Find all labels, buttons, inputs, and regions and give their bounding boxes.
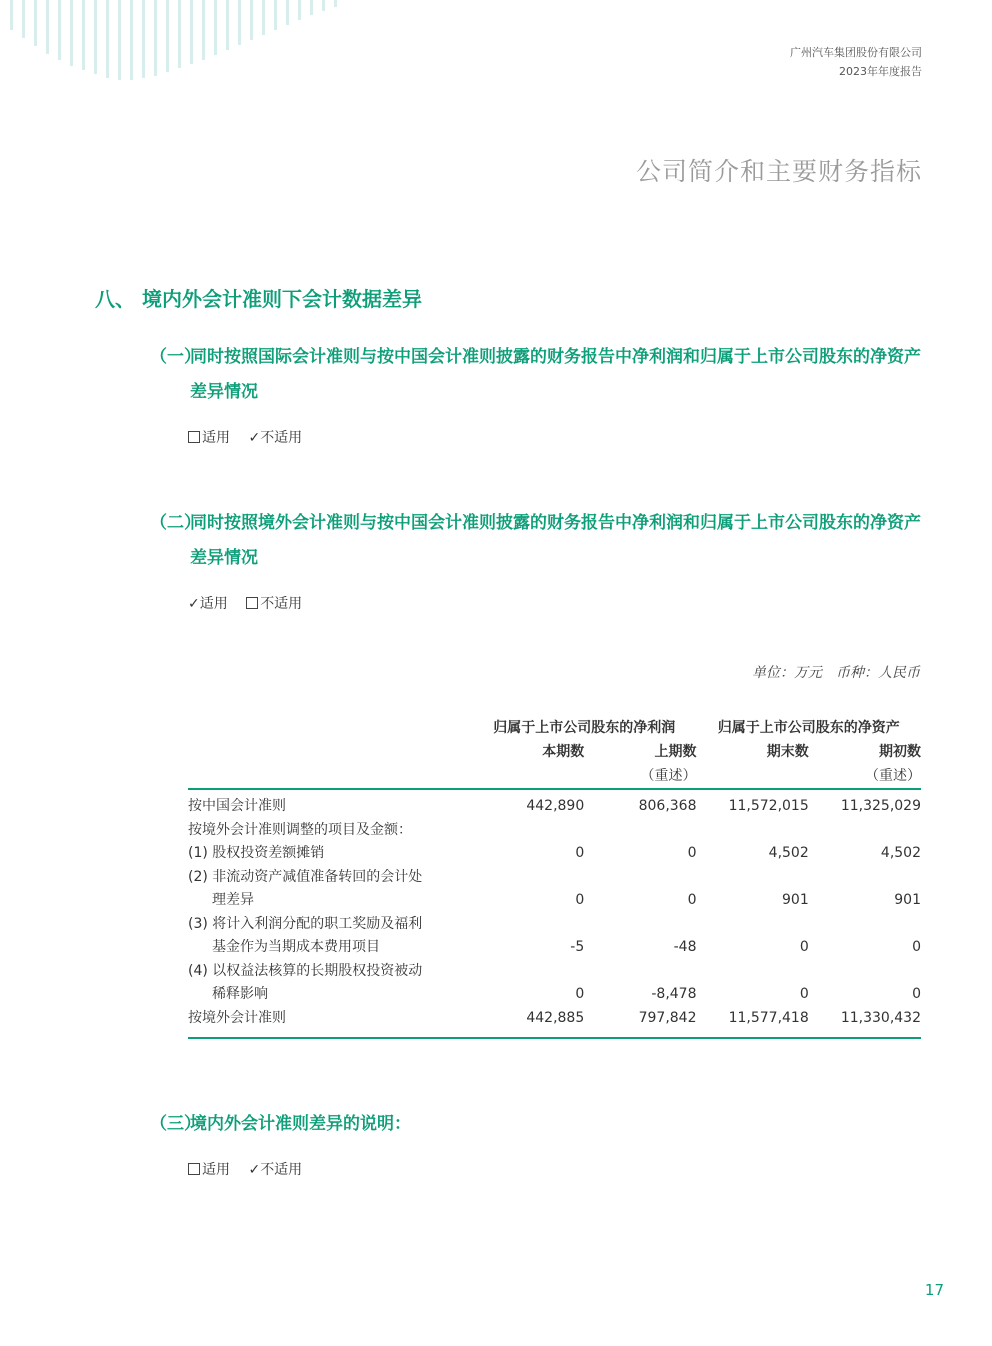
- subheading-3-number: （三）: [150, 1114, 201, 1134]
- option-applicable: 适用: [188, 1162, 230, 1178]
- subheading-2-number: （二）: [150, 513, 201, 533]
- option-applicable: 适用: [188, 430, 230, 446]
- subheading-3-title: 境内外会计准则差异的说明：: [190, 1114, 411, 1134]
- group-net-assets: 归属于上市公司股东的净资产: [717, 720, 900, 736]
- subheading-2: [150, 506, 925, 576]
- company-name: 广州汽车集团股份有限公司: [790, 46, 922, 59]
- main-heading: 八、 境内外会计准则下会计数据差异: [95, 287, 422, 311]
- col-current: 本期数: [542, 744, 585, 760]
- table-row-total: 按境外会计准则 442,885 797,842 11,577,418 11,330,432: [188, 1007, 921, 1039]
- col-end: 期末数: [766, 744, 809, 760]
- table-row: 基金作为当期成本费用项目 -5 -48 0 0: [212, 939, 921, 955]
- table-row: (2) 非流动资产减值准备转回的会计处: [188, 868, 423, 885]
- checkmark-icon: ✓: [188, 596, 200, 612]
- empty-checkbox-icon: [188, 431, 200, 443]
- options-1: [188, 427, 316, 447]
- reconciliation-table: [188, 716, 921, 1039]
- unit-label: 单位：万元: [752, 665, 822, 681]
- subheading-1: [150, 340, 925, 410]
- col-begin: 期初数: [879, 744, 921, 760]
- table-row: (1) 股权投资差额摊销 0 0 4,502 4,502: [188, 845, 921, 861]
- page-number: 17: [924, 1281, 944, 1299]
- unit-note: [738, 662, 920, 682]
- table-row: 按中国会计准则 442,890 806,368 11,572,015 11,325,029: [188, 798, 921, 814]
- subheading-1-number: （一）: [150, 347, 201, 367]
- subheading-3: [150, 1107, 925, 1142]
- header-company-info: [790, 43, 922, 81]
- checkmark-icon: ✓: [248, 1162, 261, 1178]
- col-prior: 上期数: [654, 744, 697, 760]
- empty-checkbox-icon: [188, 1163, 200, 1175]
- begin-restated: （重述）: [809, 764, 921, 789]
- table-row: 理差异 0 0 901 901: [212, 892, 921, 908]
- options-2: [188, 593, 316, 613]
- table-group-header: [188, 716, 921, 740]
- option-not-applicable: ✓不适用: [248, 1162, 303, 1178]
- option-not-applicable: ✓不适用: [248, 430, 303, 446]
- table-restated-header: [188, 764, 921, 789]
- option-not-applicable: 不适用: [246, 596, 302, 612]
- table-row: 稀释影响 0 -8,478 0 0: [212, 986, 921, 1002]
- table-row: (3) 将计入利润分配的职工奖励及福利: [188, 915, 423, 932]
- section-title: 公司简介和主要财务指标: [635, 157, 922, 186]
- report-year: 2023年年度报告: [839, 65, 922, 78]
- currency-label: 币种：人民币: [836, 665, 920, 681]
- prior-restated: （重述）: [584, 764, 696, 789]
- table-col-header: [188, 740, 921, 764]
- options-3: [188, 1159, 316, 1179]
- subheading-2-title: 同时按照境外会计准则与按中国会计准则披露的财务报告中净利润和归属于上市公司股东的净资产差异情况: [190, 513, 921, 568]
- empty-checkbox-icon: [246, 597, 258, 609]
- option-applicable: ✓适用: [188, 596, 228, 612]
- subheading-1-title: 同时按照国际会计准则与按中国会计准则披露的财务报告中净利润和归属于上市公司股东的净资产差异情况: [190, 347, 921, 402]
- checkmark-icon: ✓: [248, 430, 261, 446]
- table-row: (4) 以权益法核算的长期股权投资被动: [188, 962, 423, 979]
- table-row: 按境外会计准则调整的项目及金额：: [188, 821, 412, 838]
- group-net-profit: 归属于上市公司股东的净利润: [493, 720, 676, 736]
- header-decoration: [0, 0, 420, 90]
